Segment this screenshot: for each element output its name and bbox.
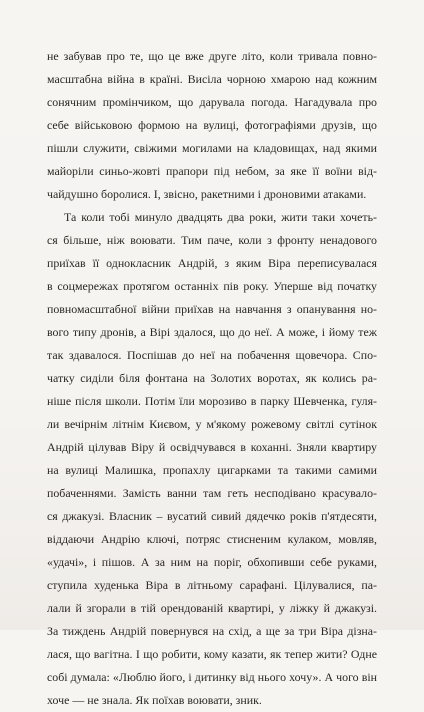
text-line: ніше після школи. Потім їли морозиво в парку Шевченка, гуля- bbox=[47, 394, 377, 408]
text-line: майоріли синьо-жовті прапори під небом, за яке її воїни від- bbox=[47, 164, 377, 178]
text-line: сонячним промінчиком, що дарувала погода. Нагадувала про bbox=[47, 95, 377, 109]
text-line: ся більше, ніж воювати. Тим паче, коли з фронту ненадового bbox=[47, 233, 377, 247]
text-line: побаченнями. Замість ванни там геть несподівано красувало- bbox=[47, 486, 377, 500]
paragraph-1 bbox=[47, 45, 377, 206]
text-line: вого типу дронів, а Вірі здалося, що до неї. А може, і йому теж bbox=[47, 325, 377, 339]
text-line: За тиждень Андрій повернувся на схід, а ще за три Віра дізна- bbox=[47, 624, 377, 638]
text-line: ли вечірнім літнім Києвом, у м'якому рожевому світлі сутінок bbox=[47, 417, 377, 431]
text-line: Та коли тобі минуло двадцять два роки, жити таки хочеть- bbox=[64, 210, 377, 224]
text-line: лася, що вагітна. І що робити, кому казати, як тепер жити? Одне bbox=[47, 647, 377, 661]
text-line: Андрій цілував Віру й освідчувався в коханні. Зняли квартиру bbox=[47, 440, 377, 454]
text-line: масштабна війна в країні. Висіла чорною хмарою над кожним bbox=[47, 72, 377, 86]
text-line: повномасштабної війни приїхав на навчання з опанування но- bbox=[47, 302, 377, 316]
body-text bbox=[47, 45, 377, 712]
text-line: приїхав її однокласник Андрій, з яким Віра переписувалася bbox=[47, 256, 377, 270]
text-line: «удачі», і пішов. А за ним на поріг, обхопивши себе руками, bbox=[47, 555, 377, 569]
text-line: себе військовою формою на вулиці, фотографіями друзів, що bbox=[47, 118, 377, 132]
text-line: чайдушно боролися. І, звісно, ракетними і дроновими атаками. bbox=[47, 187, 367, 201]
paragraph-2 bbox=[47, 206, 377, 712]
text-line: лали й згорали в тій орендованій квартирі, у ліжку й джакузі. bbox=[47, 601, 377, 615]
text-line: віддаючи Андрію ключі, потряс стисненим кулаком, мовляв, bbox=[47, 532, 377, 546]
text-line: ступила худенька Віра в літньому сарафані. Цілувалися, па- bbox=[47, 578, 377, 592]
text-line: собі думала: «Люблю його, і дитинку від нього хочу». А чого він bbox=[47, 670, 377, 684]
text-line: пішли служити, свіжими могилами на кладовищах, над якими bbox=[47, 141, 377, 155]
text-line: чатку сиділи біля фонтана на Золотих воротах, як колись ра- bbox=[47, 371, 377, 385]
text-line: в соцмережах протягом останніх пів року. Уперше від початку bbox=[47, 279, 377, 293]
text-line: ся джакузі. Власник – вусатий сивий дядечко років п'ятдесяти, bbox=[47, 509, 377, 523]
text-line: не забував про те, що це вже друге літо, коли тривала повно- bbox=[47, 49, 377, 63]
text-line: так здавалося. Поспішав до неї на побачення щовечора. Спо- bbox=[47, 348, 377, 362]
text-line: хоче — не знала. Як поїхав воювати, зник. bbox=[47, 693, 262, 707]
text-line: на вулиці Малишка, пропахлу цигарками та такими самими bbox=[47, 463, 377, 477]
